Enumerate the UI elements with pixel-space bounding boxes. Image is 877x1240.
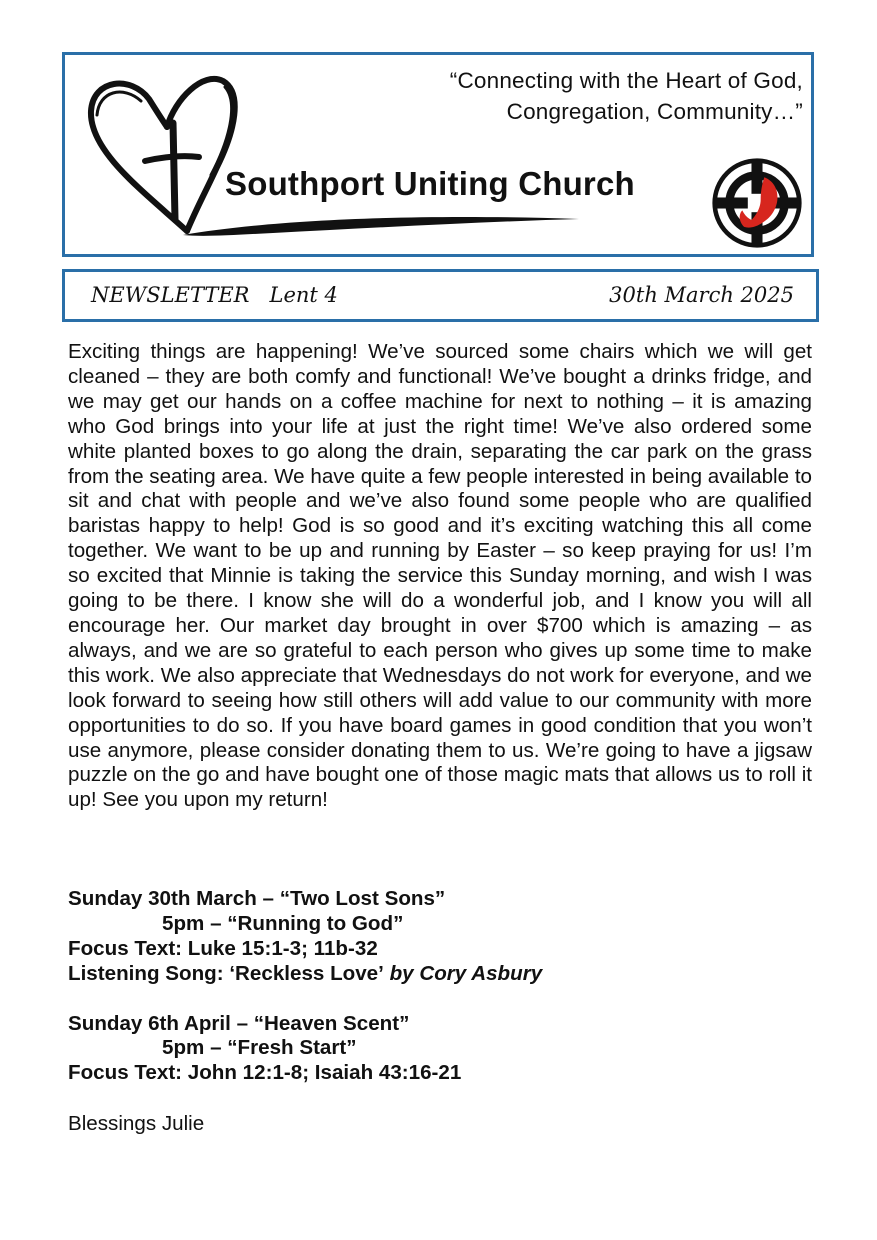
uniting-church-emblem-icon [711,157,803,249]
heart-cross-icon [83,71,583,239]
evening-service-6-april: 5pm – “Fresh Start” [162,1036,357,1060]
listening-song-artist: by Cory Asbury [383,961,543,985]
service-schedule [68,887,812,1086]
body-paragraph: Exciting things are happening! We’ve sourced some chairs which we will get cleaned – they are both comfy and functional! We’ve bought a drinks fridge, and we may get our hands on a coffee machine for next to nothing – it is amazing who God brings into your life at just the right time! We’ve also ordered some white planted boxes to go along the drain, separating the car park on the grass from the seating area. We have quite a few people interested in being available to sit and chat with people and we’ve also found some people who are qualified baristas happy to help! God is so good and it’s exciting watching this all come together. We want to be up and running by Easter – so keep praying for us! I’m so excited that Minnie is taking the service this Sunday morning, and wish I was going to be there. I know she will do a wonderful job, and I know you will all encourage her. Our market day brought in over $700 which is amazing – as always, and we are so grateful to each person who gives up some time to make this work. We also appreciate that Wednesdays do not work for everyone, and we look forward to seeing how still others will add value to our community with more opportunities to do so. If you have board games in good condition that you won’t use anymore, please consider donating them to us. We’re going to have a jigsaw puzzle on the go and have bought one of those magic mats that allows us to roll it up! See you upon my return! [68,340,812,812]
listening-song [68,962,812,987]
sunday-6-april: Sunday 6th April – “Heaven Scent” [68,1011,410,1035]
spacer [68,987,812,1012]
focus-text-6-april: Focus Text: John 12:1-8; Isaiah 43:16-21 [68,1061,462,1085]
listening-song-label: Listening Song: [68,961,230,985]
header-box [62,52,814,257]
focus-text-30-march: Focus Text: Luke 15:1-3; 11b-32 [68,936,378,960]
sunday-30-march: Sunday 30th March – “Two Lost Sons” [68,887,446,910]
newsletter-date: 30th March 2025 [609,283,794,307]
church-name: Southport Uniting Church [225,165,635,202]
tagline-line-1: “Connecting with the Heart of God, [449,68,803,93]
signoff: Blessings Julie [68,1112,205,1135]
newsletter-title: NEWSLETTER Lent 4 [91,283,338,307]
listening-song-title: ‘Reckless Love’ [229,961,384,985]
newsletter-banner [62,269,819,322]
evening-service-30-march: 5pm – “Running to God” [162,911,404,935]
tagline-line-2: Congregation, Community…” [506,99,803,124]
